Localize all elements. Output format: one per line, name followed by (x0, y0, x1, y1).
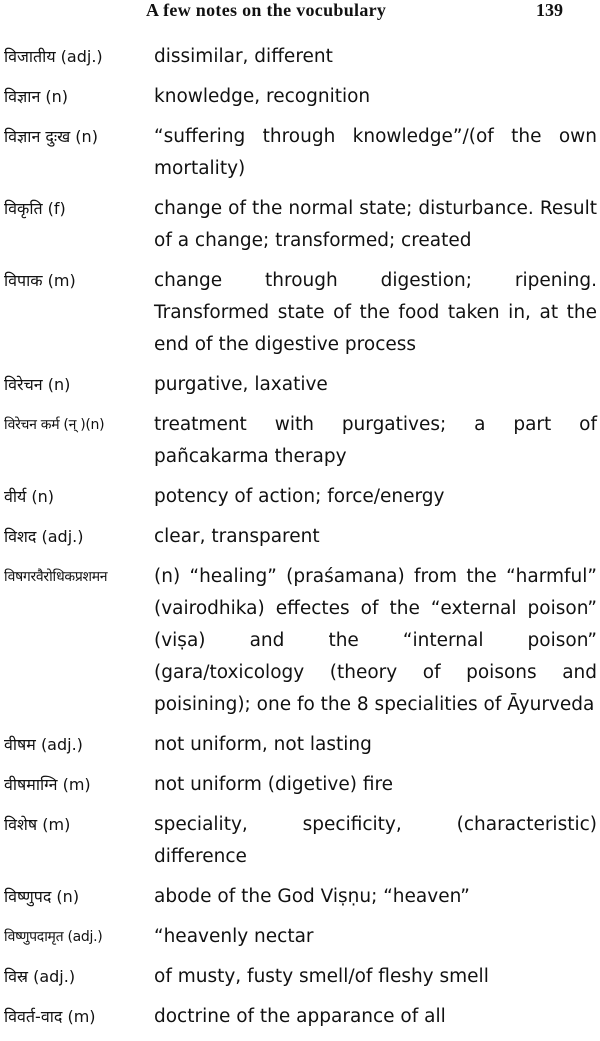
entry-definition: dissimilar, different (154, 46, 333, 67)
glossary-entry (0, 521, 600, 553)
glossary-entry (0, 809, 600, 873)
chapter-title: A few notes on the vocubulary (146, 0, 387, 20)
entry-definition: “suffering through knowledge”/(of the own mortality) (154, 126, 597, 179)
entry-term: वीषम (adj.) (4, 735, 83, 754)
entry-term: विकृति (f) (4, 199, 66, 218)
glossary-entry (0, 881, 600, 913)
glossary-entry (0, 561, 600, 721)
entry-term: विवर्त-वाद (m) (4, 1007, 96, 1026)
entry-definition: change of the normal state; disturbance. Result of a change; transformed; created (154, 198, 597, 251)
glossary-entry (0, 769, 600, 801)
glossary-entry (0, 41, 600, 73)
entry-definition: clear, transparent (154, 526, 320, 547)
entry-term: वीषमाग्नि (m) (4, 775, 91, 794)
entry-term: विरेचन कर्म (न् )(n) (4, 417, 105, 433)
entry-term: विजातीय (adj.) (4, 47, 103, 66)
glossary-entry (0, 265, 600, 361)
entry-definition: abode of the God Viṣṇu; “heaven” (154, 886, 470, 907)
entry-definition: not uniform, not lasting (154, 734, 372, 755)
glossary-entry (0, 121, 600, 185)
entry-definition: not uniform (digetive) fire (154, 774, 394, 795)
entry-term: विज्ञान (n) (4, 87, 69, 106)
entry-term: विष्णुपदामृत (adj.) (4, 929, 103, 945)
entry-definition: of musty, fusty smell/of fleshy smell (154, 966, 489, 987)
entry-term: विज्ञान दुःख (n) (4, 127, 98, 146)
glossary-entry (0, 409, 600, 473)
glossary-entry (0, 729, 600, 761)
entry-definition: speciality, specificity, (characteristic) difference (154, 814, 597, 867)
glossary-entry (0, 921, 600, 953)
glossary-entry (0, 1001, 600, 1033)
entry-term: विरेचन (n) (4, 375, 71, 394)
glossary-entry (0, 81, 600, 113)
running-header (0, 0, 600, 26)
entry-definition: (n) “healing” (praśamana) from the “harmful” (vairodhika) effectes of the “external poison” (viṣa) and the “internal poison” (gara/toxicology (theory of poisons and poisining); one fo the 8 specialities of Āyurveda (154, 566, 597, 715)
entry-term: विषगरवैरोधिकप्रशमन (4, 569, 108, 585)
entry-definition: doctrine of the apparance of all (154, 1006, 446, 1027)
entry-definition: “heavenly nectar (154, 926, 314, 947)
entry-definition: potency of action; force/energy (154, 486, 445, 507)
entry-definition: knowledge, recognition (154, 86, 371, 107)
entry-definition: treatment with purgatives; a part of pañcakarma therapy (154, 414, 597, 467)
glossary-list (0, 41, 600, 1041)
glossary-entry (0, 369, 600, 401)
entry-definition: change through digestion; ripening. Transformed state of the food taken in, at the end of the digestive process (154, 270, 597, 355)
entry-definition: purgative, laxative (154, 374, 328, 395)
page-number: 139 (536, 0, 563, 20)
entry-term: विस्र (adj.) (4, 967, 76, 986)
entry-term: विशेष (m) (4, 815, 71, 834)
entry-term: विष्णुपद (n) (4, 887, 80, 906)
glossary-entry (0, 961, 600, 993)
entry-term: विपाक (m) (4, 271, 76, 290)
entry-term: विशद (adj.) (4, 527, 84, 546)
glossary-entry (0, 193, 600, 257)
entry-term: वीर्य (n) (4, 487, 55, 506)
glossary-entry (0, 481, 600, 513)
